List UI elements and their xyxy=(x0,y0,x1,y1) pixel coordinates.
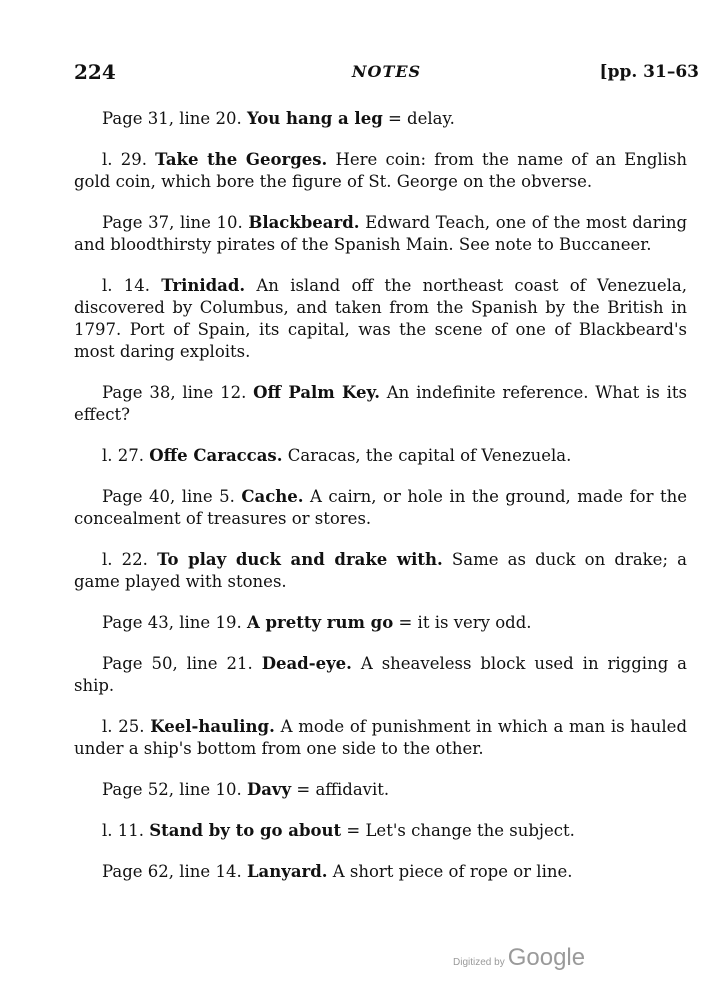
note-entry xyxy=(74,861,687,883)
note-entry xyxy=(74,275,687,363)
note-reference: l. 27. xyxy=(102,446,145,465)
page-header xyxy=(74,60,699,92)
running-title: NOTES xyxy=(351,62,422,81)
note-reference: Page 62, line 14. xyxy=(102,862,242,881)
note-entry xyxy=(74,108,687,130)
note-text: A sheaveless block used in rigging a ship. xyxy=(74,654,688,695)
note-headword: Off Palm Key. xyxy=(253,383,380,402)
note-reference: l. 25. xyxy=(102,717,145,736)
note-headword: You hang a leg xyxy=(246,109,383,128)
note-reference: Page 52, line 10. xyxy=(102,780,242,799)
note-entry xyxy=(74,820,687,842)
note-entry xyxy=(74,653,687,697)
note-entry xyxy=(74,549,687,593)
note-reference: Page 50, line 21. xyxy=(102,654,253,673)
notes-list xyxy=(74,108,687,902)
note-reference: l. 11. xyxy=(102,821,145,840)
note-headword: Lanyard. xyxy=(246,862,328,881)
note-entry xyxy=(74,716,687,760)
note-reference: l. 29. xyxy=(102,150,147,169)
note-text: = delay. xyxy=(387,109,455,128)
page-number: 224 xyxy=(74,60,116,84)
note-text: A cairn, or hole in the ground, made for the concealment of treasures or stores. xyxy=(74,487,687,528)
note-entry xyxy=(74,149,687,193)
note-entry xyxy=(74,212,687,256)
note-entry xyxy=(74,779,687,801)
note-text: = it is very odd. xyxy=(398,613,532,632)
note-reference: Page 43, line 19. xyxy=(102,613,242,632)
digitized-by-label: Digitized by xyxy=(453,957,505,968)
note-text: = affidavit. xyxy=(296,780,390,799)
note-headword: Davy xyxy=(246,780,292,799)
note-reference: Page 31, line 20. xyxy=(102,109,242,128)
note-headword: Blackbeard. xyxy=(248,213,360,232)
note-text: = Let's change the subject. xyxy=(346,821,575,840)
note-reference: Page 38, line 12. xyxy=(102,383,247,402)
note-text: An indefinite reference. What is its effect? xyxy=(74,383,688,424)
note-text: Here coin: from the name of an English gold coin, which bore the figure of St. George on the obverse. xyxy=(74,150,688,191)
note-text: Edward Teach, one of the most daring and bloodthirsty pirates of the Spanish Main. See note to Buccaneer. xyxy=(74,213,688,254)
note-reference: Page 40, line 5. xyxy=(102,487,235,506)
note-headword: Trinidad. xyxy=(161,276,246,295)
note-text: A short piece of rope or line. xyxy=(332,862,573,881)
note-headword: Cache. xyxy=(241,487,304,506)
note-text: Same as duck on drake; a game played with stones. xyxy=(74,550,687,591)
digitized-watermark xyxy=(453,944,585,972)
note-headword: Dead-eye. xyxy=(261,654,352,673)
note-text: Caracas, the capital of Venezuela. xyxy=(287,446,572,465)
note-headword: To play duck and drake with. xyxy=(157,550,443,569)
note-headword: Stand by to go about xyxy=(149,821,342,840)
note-text: An island off the northeast coast of Venezuela, discovered by Columbus, and taken from the Spanish by the British in 1797. Port of Spain, its capital, was the scene of one of Blackbeard's most daring exploits. xyxy=(74,276,688,361)
note-headword: A pretty rum go xyxy=(246,613,394,632)
note-entry xyxy=(74,382,687,426)
note-reference: l. 22. xyxy=(102,550,148,569)
page-range: [pp. 31–63 xyxy=(599,62,699,82)
google-logo: Google xyxy=(507,944,586,971)
note-entry xyxy=(74,486,687,530)
note-text: A mode of punishment in which a man is hauled under a ship's bottom from one side to the other. xyxy=(74,717,688,758)
note-headword: Offe Caraccas. xyxy=(149,446,283,465)
note-headword: Take the Georges. xyxy=(155,150,328,169)
note-entry xyxy=(74,445,687,467)
note-reference: l. 14. xyxy=(102,276,151,295)
note-entry xyxy=(74,612,687,634)
note-headword: Keel-hauling. xyxy=(150,717,275,736)
note-reference: Page 37, line 10. xyxy=(102,213,243,232)
